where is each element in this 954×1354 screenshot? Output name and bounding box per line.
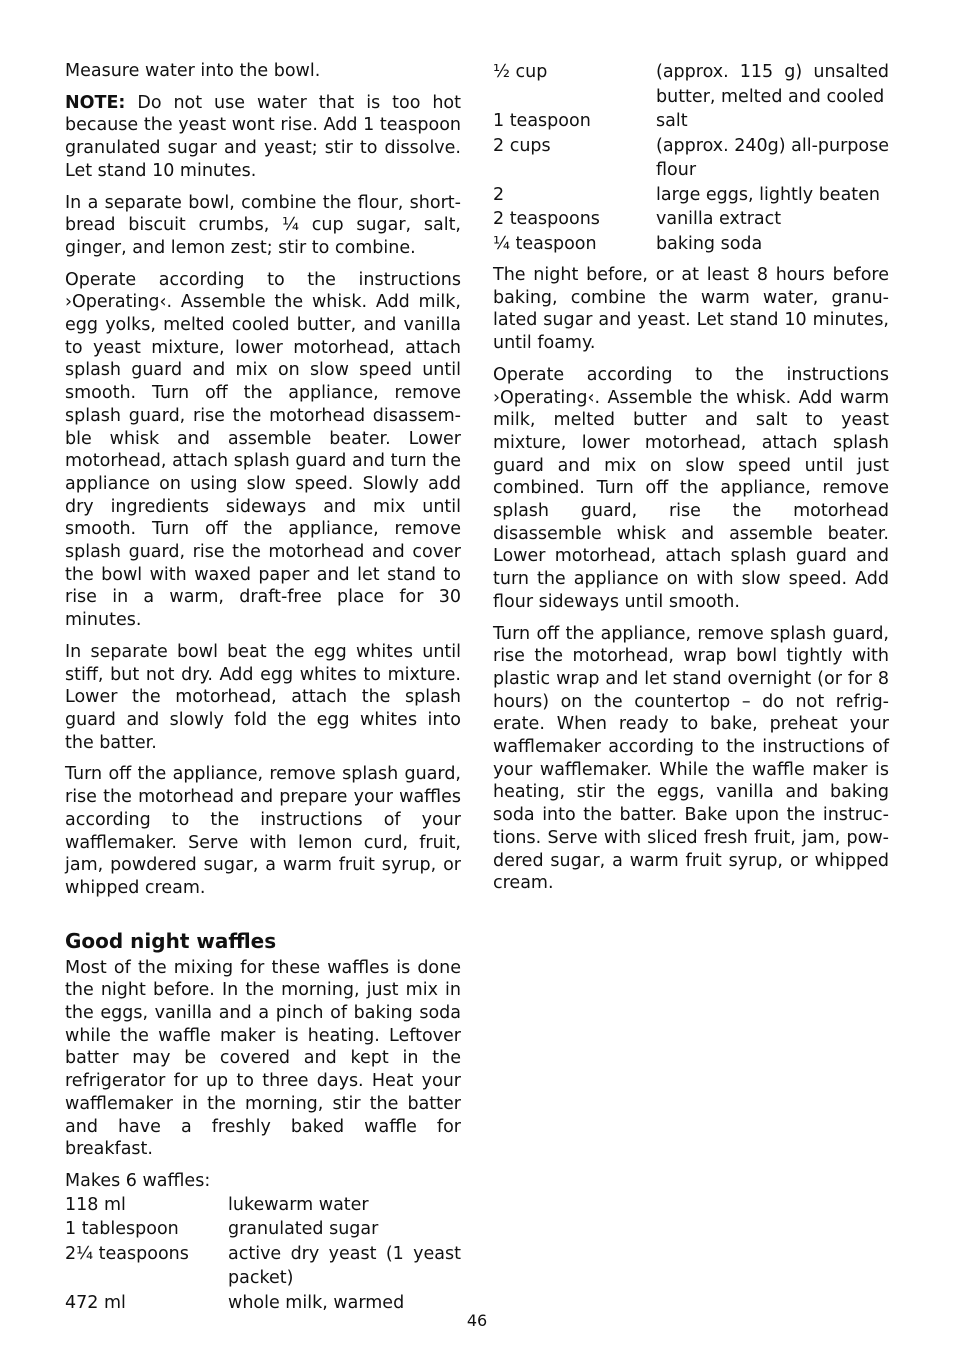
operate-paragraph: Operate according to the instructions ›Operating‹. Assemble the whisk. Add milk, egg yolks, melted cooled butter, and vanilla to yeast mixture, lower motorhead, attach splash guard and mix on slow speed until smooth. Turn off the appliance, remove splash guard, rise the motorhead disassemble whisk and assemble beater. Lower motorhead, attach splash guard and turn the appliance on using slow speed. Slowly add dry ingredients sideways and mix until smooth. Turn off the appliance, remove splash guard, rise the motorhead and cover the bowl with waxed paper and let stand to rise in a warm, draft-free place for 30 minutes. [65,269,461,631]
ingredient-desc: vanilla extract [656,209,782,229]
note-text: Do not use water that is too hot because the yeast wont rise. Add 1 teaspoon granulated sugar and yeast; stir to dissolve. Let stand 10 minutes. [65,92,461,181]
ingredient-desc: (approx. 115 g) unsalted butter, melted and cooled [656,62,889,107]
combine-paragraph: In a separate bowl, combine the flour, shortbread biscuit crumbs, ¼ cup sugar, salt, ginger, and lemon zest; stir to combine. [65,192,461,258]
recipe-intro-paragraph: Most of the mixing for these waffles is done the night before. In the morning, just mix in the eggs, vanilla and a pinch of baking soda while the waffle maker is heating. Leftover batter may be covered and kept in the refrigerator for up to three days. Heat your wafflemaker in the morning, stir the batter and have a freshly baked waffle for breakfast. [65,957,461,1160]
ingredient-desc: whole milk, warmed [228,1292,405,1313]
ingredient-desc: active dry yeast (1 yeast packet) [228,1243,461,1289]
ingredients-table-left [65,1193,461,1316]
ingredient-row [493,183,889,208]
ingredient-qty: 2¼ teaspoons [65,1243,189,1264]
ingredient-qty: 1 teaspoon [493,111,591,131]
ingredient-qty: ¼ teaspoon [493,233,597,254]
ingredient-row [65,1193,461,1218]
ingredient-desc: large eggs, lightly beaten [656,184,881,205]
serve-paragraph: Turn off the appliance, remove splash guard, rise the motorhead and prepare your waffles according to the instructions of your wafflemaker. Serve with lemon curd, fruit, jam, powdered sugar, a warm fruit syrup, or whipped cream. [65,764,461,898]
ingredient-row [65,1242,461,1291]
ingredient-row [493,134,889,183]
intro-paragraph: Measure water into the bowl. [65,61,321,81]
ingredient-qty: 2 [493,184,505,205]
ingredient-qty: 118 ml [65,1194,126,1215]
recipe-heading: Good night waffles [65,928,277,953]
ingredient-qty: ½ cup [493,62,548,82]
left-column [65,60,461,1315]
ingredient-qty: 2 cups [493,135,551,156]
ingredients-table-right [493,60,889,256]
ingredient-qty: 1 tablespoon [65,1219,179,1240]
ingredient-row [493,109,889,134]
night-before-paragraph: The night before, or at least 8 hours before baking, combine the warm water, granulated sugar and yeast. Let stand 10 minutes, until foamy. [493,265,889,354]
ingredient-qty: 472 ml [65,1292,126,1313]
operate-paragraph: Operate according to the instructions ›Operating‹. Assemble the whisk. Add warm milk, melted butter and salt to yeast mixture, lower motorhead, attach splash guard and mix on slow speed until just combined. Turn off the appliance, remove splash guard, rise the motorhead disassemble whisk and assemble beater. Lower motorhead, attach splash guard and turn the appliance on with slow speed. Add flour sideways until smooth. [493,364,889,612]
ingredient-qty: 2 teaspoons [493,209,600,229]
ingredient-desc: (approx. 240g) all-purpose flour [656,135,889,180]
ingredient-row [65,1217,461,1242]
ingredient-desc: lukewarm water [228,1194,369,1215]
ingredient-desc: baking soda [656,233,763,254]
egg-whites-paragraph: In separate bowl beat the egg whites until stiff, but not dry. Add egg whites to mixture. Lower the motorhead, attach the splash guard and slowly fold the egg whites into the batter. [65,641,461,753]
ingredient-row [493,232,889,257]
right-column [493,60,889,904]
ingredient-row [493,207,889,232]
note-label: NOTE: [65,92,126,113]
overnight-paragraph: Turn off the appliance, remove splash guard, rise the motorhead, wrap bowl tightly with plastic wrap and let stand overnight (or for 8 hours) on the countertop – do not refrigerate. When ready to bake, preheat your wafflemaker according to the instructions of your wafflemaker. While the waffle maker is heating, stir the eggs, vanilla and baking soda into the batter. Bake upon the instructions. Serve with sliced fresh fruit, jam, powdered sugar, a warm fruit syrup, or whipped cream. [493,623,889,894]
note-paragraph [65,92,461,183]
ingredient-desc: granulated sugar [228,1219,379,1240]
ingredient-desc: salt [656,111,688,131]
yield-label: Makes 6 waffles: [65,1170,211,1191]
ingredient-row [493,60,889,109]
page-number: 46 [466,1311,488,1330]
